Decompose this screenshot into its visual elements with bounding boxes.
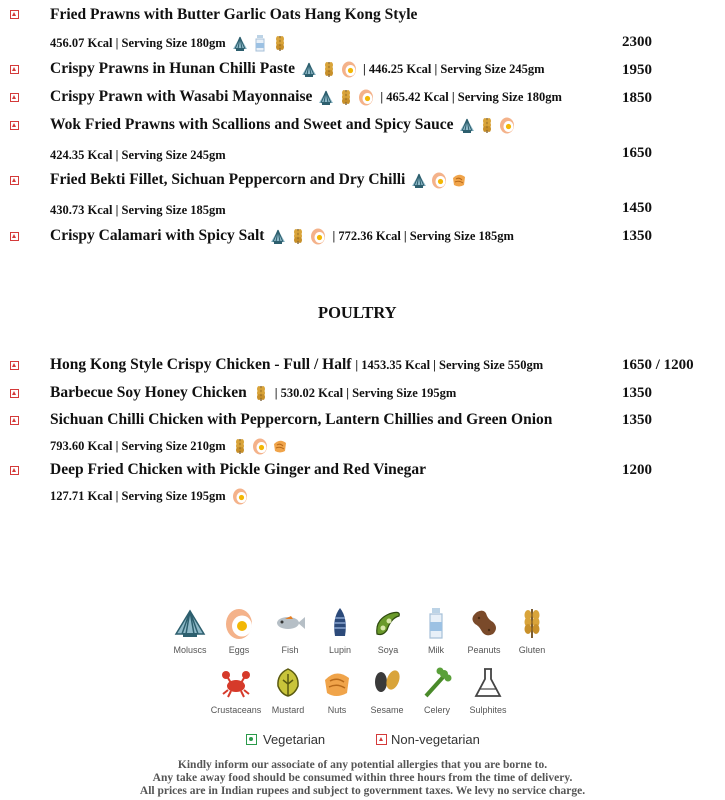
dish-name: Hong Kong Style Crispy Chicken - Full / Half <box>50 356 352 373</box>
eggs-icon <box>309 227 327 245</box>
nuts-icon <box>450 171 468 189</box>
non-veg-marker <box>10 93 19 102</box>
gluten-icon <box>271 34 289 52</box>
sulphites-icon <box>471 666 505 700</box>
eggs-icon <box>231 487 249 505</box>
section-title-poultry: POULTRY <box>318 303 397 322</box>
gluten-icon <box>337 88 355 106</box>
legend-molluscs: Moluscs <box>158 606 222 655</box>
molluscs-icon <box>269 227 287 245</box>
menu-item <box>50 384 456 402</box>
legend-sulphites: Sulphites <box>456 666 520 715</box>
molluscs-icon <box>173 606 207 640</box>
dish-price: 1850 <box>622 90 652 106</box>
gluten-icon <box>252 384 270 402</box>
dish-price: 1350 <box>622 412 652 428</box>
dish-info: | 465.42 Kcal | Serving Size 180gm <box>380 90 562 104</box>
legend-nuts: Nuts <box>305 666 369 715</box>
eggs-icon <box>357 88 375 106</box>
legend-peanuts: Peanuts <box>452 606 516 655</box>
lupin-icon <box>323 606 357 640</box>
dish-name: Crispy Prawns in Hunan Chilli Paste <box>50 60 296 77</box>
eggs-icon <box>498 116 516 134</box>
non-veg-marker <box>10 466 19 475</box>
non-vegetarian-key: Non-vegetarian <box>376 732 480 747</box>
dish-price: 1950 <box>622 62 652 78</box>
dish-name: Wok Fried Prawns with Scallions and Sweet and Spicy Sauce <box>50 116 454 133</box>
molluscs-icon <box>231 34 249 52</box>
dish-name: Fried Bekti Fillet, Sichuan Peppercorn and Dry Chilli <box>50 171 406 188</box>
eggs-icon <box>430 171 448 189</box>
allergy-note: Kindly inform our associate of any potential allergies that you are borne to. <box>177 759 548 771</box>
molluscs-icon <box>410 171 428 189</box>
dish-name: Deep Fried Chicken with Pickle Ginger and Red Vinegar <box>50 461 427 478</box>
dish-info: 424.35 Kcal | Serving Size 245gm <box>50 148 226 162</box>
dish-price: 1450 <box>622 200 652 216</box>
non-veg-marker <box>10 176 19 185</box>
non-veg-marker <box>10 416 19 425</box>
dish-price: 2300 <box>622 34 652 50</box>
legend-eggs: Eggs <box>207 606 271 655</box>
gluten-icon <box>231 437 249 455</box>
molluscs-icon <box>300 60 318 78</box>
dish-name: Sichuan Chilli Chicken with Peppercorn, Lantern Chillies and Green Onion <box>50 411 553 428</box>
vegetarian-key: Vegetarian <box>246 732 325 747</box>
dish-name: Crispy Prawn with Wasabi Mayonnaise <box>50 88 313 105</box>
milk-icon <box>419 606 453 640</box>
dish-name: Crispy Calamari with Spicy Salt <box>50 227 265 244</box>
non-veg-marker <box>10 389 19 398</box>
legend-soya: Soya <box>356 606 420 655</box>
menu-item <box>50 411 552 429</box>
menu-item <box>50 227 514 245</box>
non-veg-marker <box>10 121 19 130</box>
nuts-icon <box>271 437 289 455</box>
legend-mustard: Mustard <box>256 666 320 715</box>
soya-icon <box>371 606 405 640</box>
dish-info-line <box>50 146 226 164</box>
eggs-icon <box>251 437 269 455</box>
menu-item <box>50 6 417 24</box>
non-veg-marker <box>10 361 19 370</box>
molluscs-icon <box>458 116 476 134</box>
dish-info: 456.07 Kcal | Serving Size 180gm <box>50 36 226 50</box>
legend-lupin: Lupin <box>308 606 372 655</box>
menu-item <box>50 171 469 189</box>
menu-item <box>50 60 545 78</box>
legend-gluten: Gluten <box>500 606 564 655</box>
dish-price: 1350 <box>622 385 652 401</box>
dish-price: 1650 / 1200 <box>622 357 694 373</box>
menu-item <box>50 116 517 134</box>
menu-item <box>50 461 426 479</box>
price-note: All prices are in Indian rupees and subject to government taxes. We levy no service charge. <box>139 785 586 797</box>
dish-info-line <box>50 34 290 52</box>
dish-info: 793.60 Kcal | Serving Size 210gm <box>50 439 226 453</box>
non-veg-marker <box>10 65 19 74</box>
mustard-icon <box>271 666 305 700</box>
crustaceans-icon <box>219 666 253 700</box>
vegetarian-icon <box>246 734 257 745</box>
molluscs-icon <box>317 88 335 106</box>
gluten-icon <box>478 116 496 134</box>
non-vegetarian-icon <box>376 734 387 745</box>
dish-name: Barbecue Soy Honey Chicken <box>50 384 247 401</box>
dish-price: 1200 <box>622 462 652 478</box>
gluten-icon <box>320 60 338 78</box>
dish-info: 127.71 Kcal | Serving Size 195gm <box>50 489 226 503</box>
milk-icon <box>251 34 269 52</box>
legend-milk: Milk <box>404 606 468 655</box>
menu-item <box>50 356 543 374</box>
non-veg-marker <box>10 10 19 19</box>
legend-crustaceans: Crustaceans <box>204 666 268 715</box>
celery-icon <box>420 666 454 700</box>
dish-info-line <box>50 487 250 505</box>
dish-name: Fried Prawns with Butter Garlic Oats Hang Kong Style <box>50 6 418 23</box>
eggs-icon <box>340 60 358 78</box>
legend-sesame: Sesame <box>355 666 419 715</box>
nuts-icon <box>320 666 354 700</box>
dish-info-line <box>50 201 226 219</box>
eggs-icon <box>222 606 256 640</box>
sesame-icon <box>370 666 404 700</box>
gluten-icon <box>289 227 307 245</box>
legend-celery: Celery <box>405 666 469 715</box>
peanuts-icon <box>467 606 501 640</box>
dish-info: | 530.02 Kcal | Serving Size 195gm <box>274 386 457 400</box>
dish-info-line <box>50 437 290 455</box>
fish-icon <box>273 606 307 640</box>
dish-info: | 1453.35 Kcal | Serving Size 550gm <box>355 358 544 372</box>
dish-info: | 772.36 Kcal | Serving Size 185gm <box>332 229 514 243</box>
takeaway-note: Any take away food should be consumed within three hours from the time of delivery. <box>152 772 573 784</box>
non-veg-marker <box>10 232 19 241</box>
dish-price: 1350 <box>622 228 652 244</box>
dish-info: | 446.25 Kcal | Serving Size 245gm <box>363 62 545 76</box>
dish-price: 1650 <box>622 145 652 161</box>
gluten-icon <box>515 606 549 640</box>
legend-fish: Fish <box>258 606 322 655</box>
dish-info: 430.73 Kcal | Serving Size 185gm <box>50 203 226 217</box>
menu-item <box>50 88 562 106</box>
